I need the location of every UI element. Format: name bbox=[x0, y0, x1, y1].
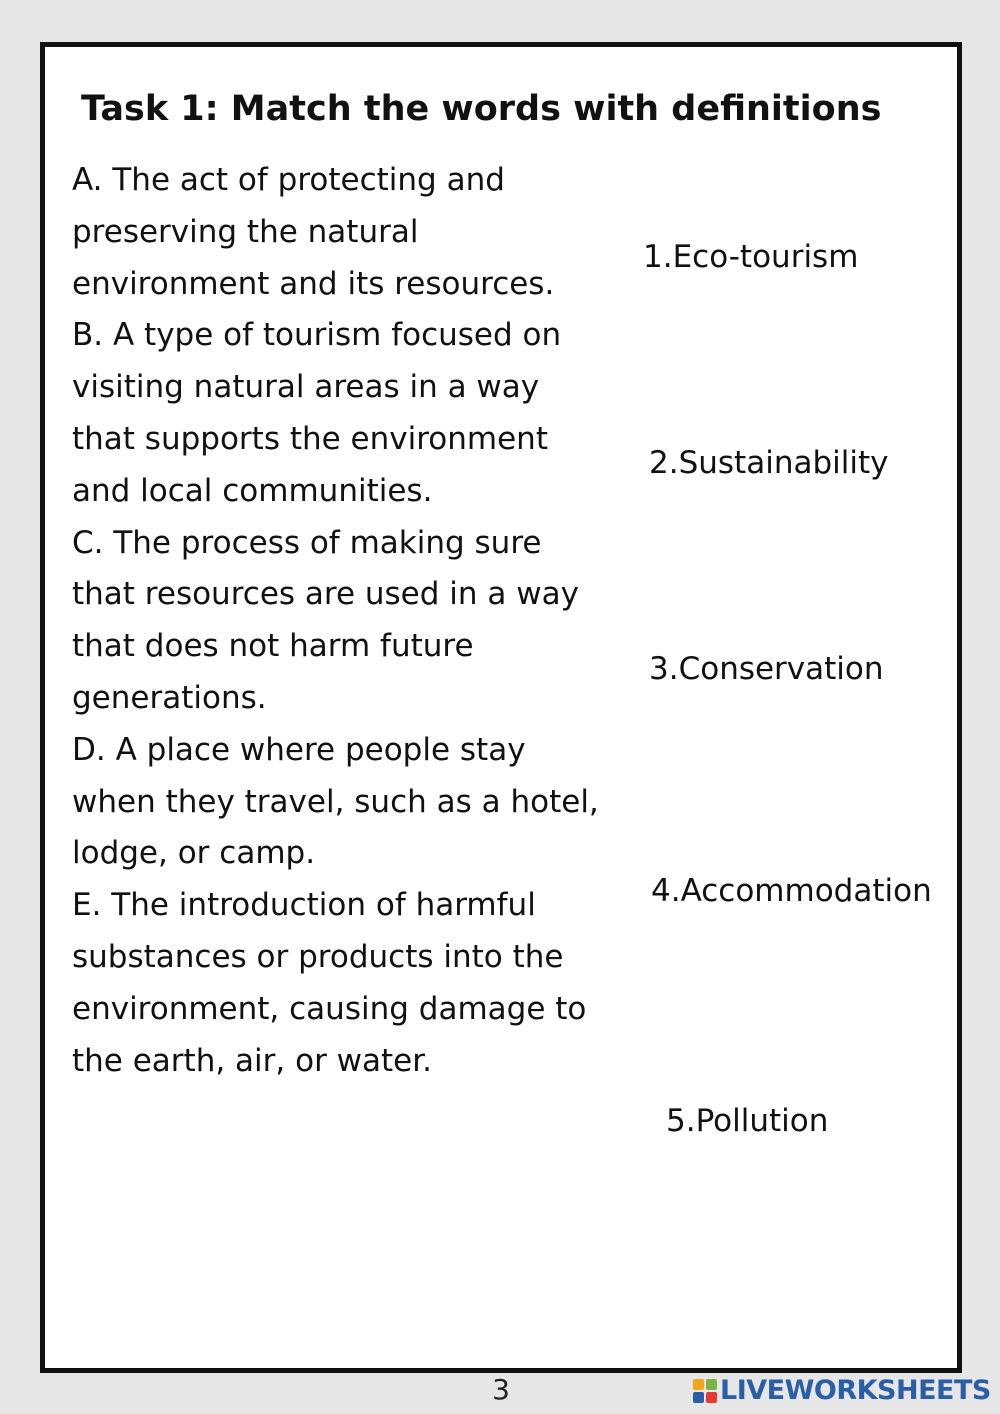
task-title: Task 1: Match the words with definitions bbox=[81, 89, 882, 129]
definition-b: B. A type of tourism focused on visiting natural areas in a way that supports the environment and local communities. bbox=[72, 317, 562, 509]
brand-name: LIVEWORKSHEETS bbox=[720, 1375, 991, 1406]
definition-c: C. The process of making sure that resources are used in a way that does not harm future generations. bbox=[72, 524, 579, 716]
logo-square-2 bbox=[706, 1379, 717, 1390]
term-conservation: 3.Conservation bbox=[649, 651, 884, 687]
page-number: 3 bbox=[492, 1373, 510, 1406]
liveworksheets-logo-icon bbox=[693, 1379, 717, 1403]
term-eco-tourism: 1.Eco-tourism bbox=[643, 239, 859, 275]
worksheet-frame bbox=[40, 42, 962, 1373]
definition-e: E. The introduction of harmful substances or products into the environment, causing damage to the earth, air, or water. bbox=[72, 887, 587, 1079]
term-pollution: 5.Pollution bbox=[666, 1103, 829, 1139]
logo-square-4 bbox=[706, 1392, 717, 1403]
logo-square-1 bbox=[693, 1379, 704, 1390]
logo-square-3 bbox=[693, 1392, 704, 1403]
term-sustainability: 2.Sustainability bbox=[649, 445, 889, 481]
term-accommodation: 4.Accommodation bbox=[651, 873, 932, 909]
definition-a: A. The act of protecting and preserving the natural environment and its resources. bbox=[72, 162, 555, 302]
definitions-column bbox=[72, 155, 602, 1087]
liveworksheets-brand[interactable] bbox=[693, 1376, 991, 1406]
definition-d: D. A place where people stay when they travel, such as a hotel, lodge, or camp. bbox=[72, 731, 599, 872]
